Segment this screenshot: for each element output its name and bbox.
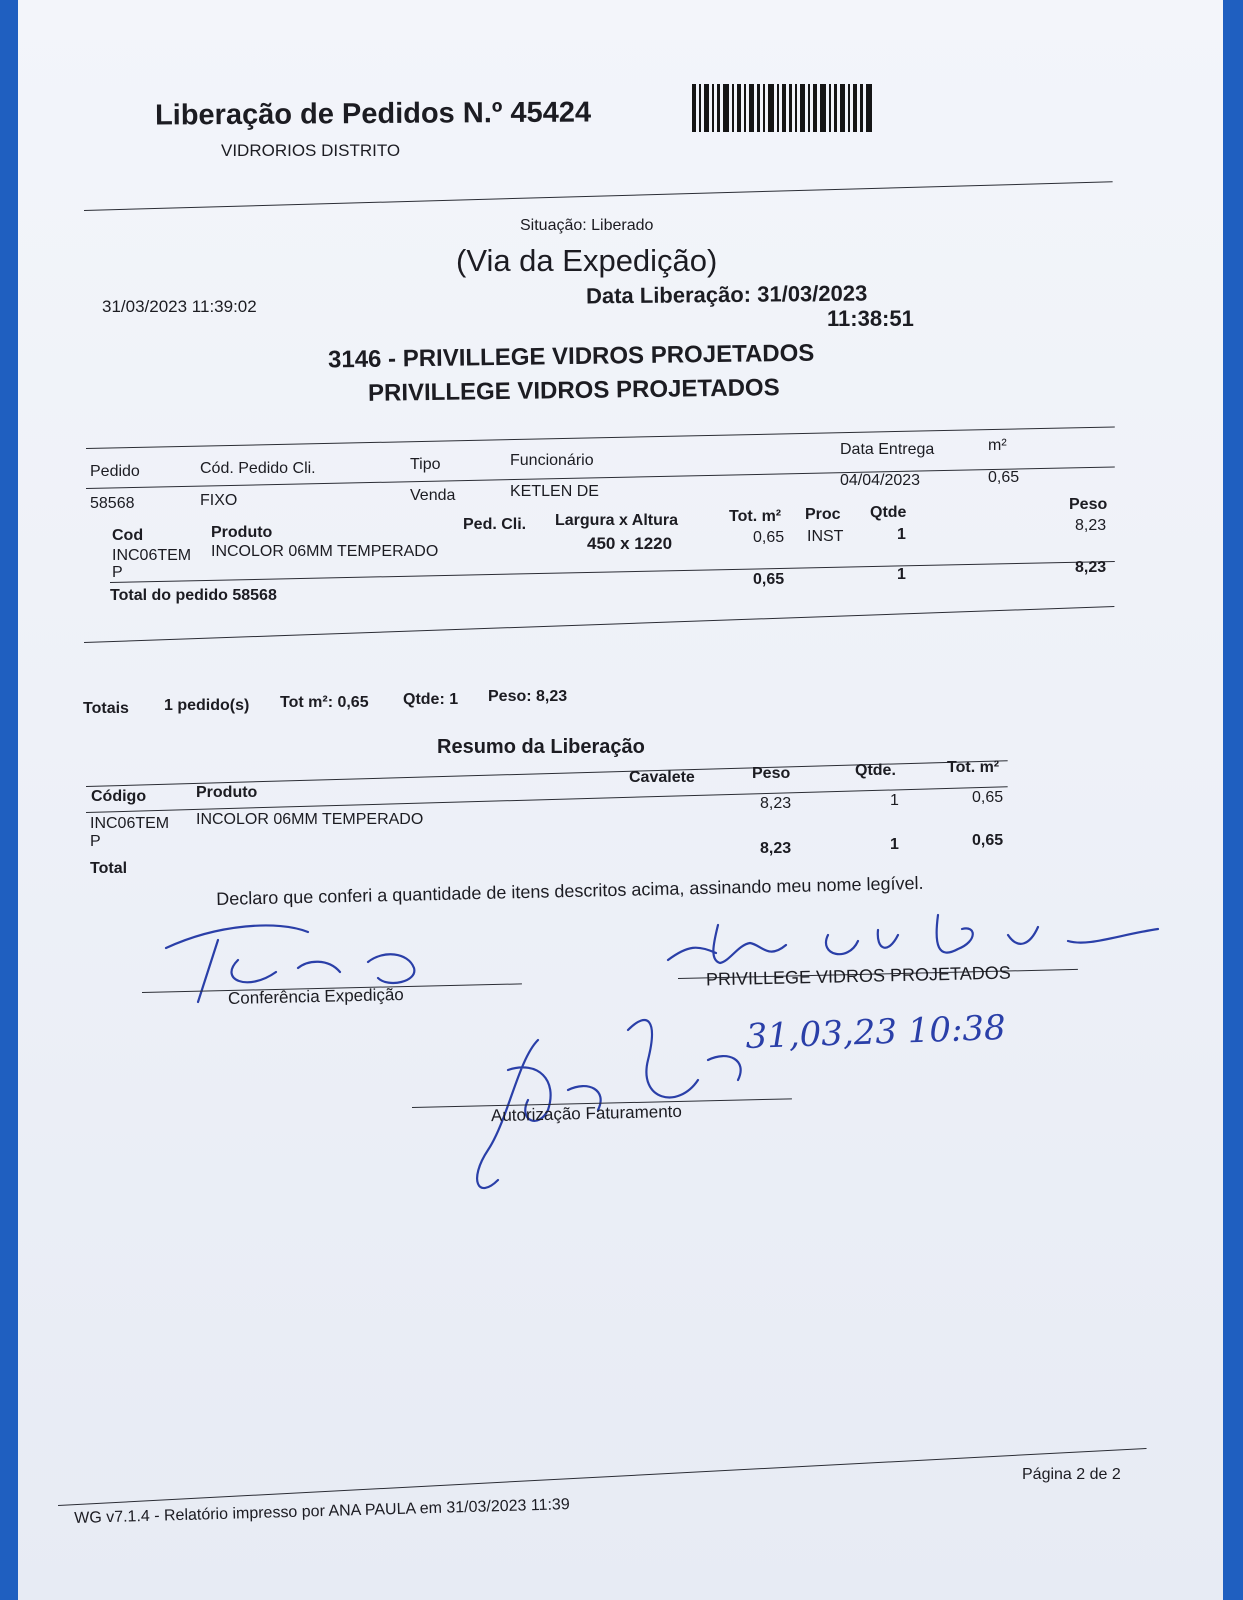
summary-codigo-line1: INC06TEM xyxy=(90,815,170,832)
declaration-text: Declaro que conferi a quantidade de itens descritos acima, assinando meu nome legível. xyxy=(216,872,924,909)
order-cod-pedido-cli: FIXO xyxy=(200,492,238,509)
document-title: Liberação de Pedidos N.º 45424 xyxy=(154,96,592,132)
order-total-m2: 0,65 xyxy=(753,571,785,588)
situation-text: Situação: Liberado xyxy=(520,217,654,234)
order-total-peso: 8,23 xyxy=(1075,559,1107,576)
totals-peso: Peso: 8,23 xyxy=(488,688,568,705)
item-proc: INST xyxy=(807,528,844,545)
col-header-data-entrega: Data Entrega xyxy=(840,441,935,458)
item-cod-line2: P xyxy=(112,564,123,581)
footer-rule xyxy=(58,1448,1147,1506)
totals-qtde: Qtde: 1 xyxy=(403,691,459,708)
order-table-bottom-rule xyxy=(84,606,1114,643)
totals-m2: Tot m²: 0,65 xyxy=(280,694,369,711)
summary-header-cavalete: Cavalete xyxy=(629,769,695,786)
order-total-label: Total do pedido 58568 xyxy=(110,587,277,604)
document-page xyxy=(18,0,1223,1600)
item-header-qtde: Qtde xyxy=(870,504,907,521)
item-header-largura-altura: Largura x Altura xyxy=(555,512,678,529)
col-header-funcionario: Funcionário xyxy=(510,452,594,469)
summary-title: Resumo da Liberação xyxy=(437,736,645,758)
totals-label: Totais xyxy=(83,700,129,717)
summary-peso: 8,23 xyxy=(760,795,792,812)
col-header-pedido: Pedido xyxy=(90,463,140,480)
client-name-line2: PRIVILLEGE VIDROS PROJETADOS xyxy=(367,374,780,407)
summary-header-produto: Produto xyxy=(196,784,258,801)
order-tipo: Venda xyxy=(410,487,456,504)
order-m2: 0,65 xyxy=(988,469,1020,486)
order-data-entrega: 04/04/2023 xyxy=(840,472,921,489)
item-tot-m2: 0,65 xyxy=(753,529,785,546)
item-produto: INCOLOR 06MM TEMPERADO xyxy=(211,543,439,560)
order-total-qtde: 1 xyxy=(897,566,906,583)
item-cod-line1: INC06TEM xyxy=(112,547,192,564)
item-header-produto: Produto xyxy=(211,524,273,541)
summary-tot-m2: 0,65 xyxy=(972,789,1004,806)
order-funcionario: KETLEN DE xyxy=(510,483,599,500)
client-signature-label: PRIVILLEGE VIDROS PROJETADOS xyxy=(705,962,1011,990)
col-header-tipo: Tipo xyxy=(410,456,441,473)
order-pedido: 58568 xyxy=(90,495,135,512)
handwritten-date xyxy=(738,1008,1078,1068)
summary-header-codigo: Código xyxy=(91,788,147,805)
order-table-top-rule xyxy=(86,426,1115,449)
page-number: Página 2 de 2 xyxy=(1022,1466,1121,1483)
summary-total-tot-m2: 0,65 xyxy=(972,832,1004,849)
summary-qtde: 1 xyxy=(890,792,899,809)
faturamento-label: Autorização Faturamento xyxy=(490,1101,683,1126)
col-header-m2: m² xyxy=(988,437,1007,454)
item-peso: 8,23 xyxy=(1075,517,1107,534)
handwritten-date-text: 31,03,23 10:38 xyxy=(744,1008,1007,1057)
col-header-cod-pedido-cli: Cód. Pedido Cli. xyxy=(200,460,316,477)
summary-total-qtde: 1 xyxy=(890,836,899,853)
header-rule xyxy=(84,181,1113,211)
summary-header-qtde: Qtde. xyxy=(855,762,896,779)
footer-printed-by: WG v7.1.4 - Relatório impresso por ANA PAULA em 31/03/2023 11:39 xyxy=(74,1496,570,1527)
summary-codigo-line2: P xyxy=(90,833,101,850)
summary-header-peso: Peso xyxy=(752,765,791,782)
item-total-rule xyxy=(110,561,1115,583)
printed-timestamp: 31/03/2023 11:39:02 xyxy=(102,297,257,316)
item-header-ped-cli: Ped. Cli. xyxy=(463,516,527,533)
item-header-cod: Cod xyxy=(112,527,144,544)
totals-pedidos: 1 pedido(s) xyxy=(164,697,250,714)
item-header-tot-m2: Tot. m² xyxy=(729,508,782,525)
client-name-line1: 3146 - PRIVILLEGE VIDROS PROJETADOS xyxy=(327,339,815,374)
via-title: (Via da Expedição) xyxy=(456,243,718,278)
summary-header-tot-m2: Tot. m² xyxy=(947,759,1000,776)
item-header-peso: Peso xyxy=(1069,496,1108,513)
item-qtde: 1 xyxy=(897,526,906,543)
release-time: 11:38:51 xyxy=(827,306,914,331)
summary-total-peso: 8,23 xyxy=(760,840,792,857)
barcode xyxy=(692,82,874,134)
item-dims: 450 x 1220 xyxy=(587,534,673,553)
summary-produto: INCOLOR 06MM TEMPERADO xyxy=(196,811,424,828)
summary-total-label: Total xyxy=(90,860,128,877)
item-header-proc: Proc xyxy=(805,506,841,523)
expedicao-label: Conferência Expedição xyxy=(227,985,404,1008)
release-date: Data Liberação: 31/03/2023 xyxy=(585,280,868,309)
company-name: VIDRORIOS DISTRITO xyxy=(221,141,401,160)
